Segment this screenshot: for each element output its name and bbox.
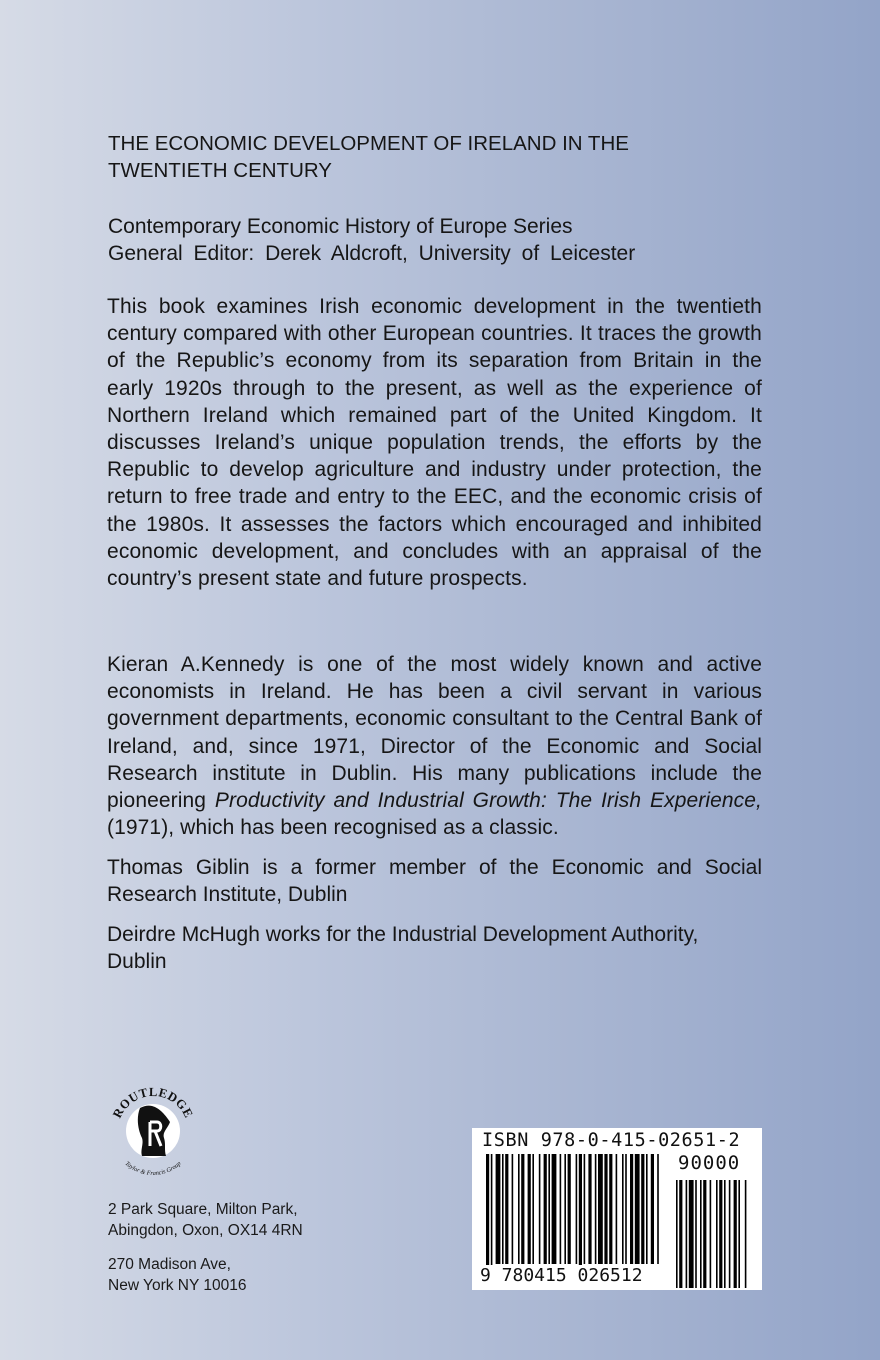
logo-wordmark: ROUTLEDGE [110, 1084, 196, 1121]
barcode-bar [532, 1154, 534, 1264]
barcode-bar [486, 1154, 489, 1278]
barcode-addon-bar [695, 1180, 697, 1288]
routledge-logo [100, 1078, 206, 1184]
barcode-bar [630, 1154, 633, 1264]
barcode-bar [512, 1154, 514, 1264]
barcode-addon-bar [734, 1180, 737, 1288]
barcode-bar [491, 1154, 493, 1278]
barcode-bar [548, 1154, 550, 1264]
author-bio-kennedy [107, 651, 762, 841]
barcode-addon-bar [716, 1180, 718, 1288]
barcode-addon-bar [676, 1180, 678, 1288]
barcode-bar [568, 1154, 571, 1264]
barcode-addon-bar [710, 1180, 712, 1288]
barcode-bar [552, 1154, 557, 1264]
kennedy-bio-text: Kieran A.Kennedy is one of the most widely known and active economists in Ireland. He has been a civil servant in various government departments, economic consultant to the Central Bank of Ireland, and, since 1971, Director of the Economic and Social Research institute in Dublin. His many publications include the pioneering [107, 653, 762, 813]
barcode-bar [579, 1154, 582, 1278]
barcode-bar [635, 1154, 640, 1264]
barcode-addon-bar [689, 1180, 694, 1288]
barcode-addon-bar [719, 1180, 722, 1288]
general-editor: General Editor: Derek Aldcroft, University of Leicester [108, 242, 636, 265]
barcode-bar [641, 1154, 644, 1264]
barcode-addon-bar [745, 1180, 747, 1288]
author-bio-giblin: Thomas Giblin is a former member of the Economic and Social Research Institute, Dublin [107, 856, 762, 907]
price-code: 90000 [678, 1152, 741, 1174]
isbn-digits: 9 780415 026512 [480, 1265, 643, 1286]
publisher-address-us [108, 1254, 246, 1296]
logo-subtext: Taylor & Francis Group [123, 1160, 183, 1178]
barcode-bar [651, 1154, 654, 1264]
barcode-bar [598, 1154, 603, 1264]
barcode-bar [505, 1154, 508, 1264]
address-uk-line2: Abingdon, Oxon, OX14 4RN [108, 1222, 303, 1239]
kennedy-bio-end: (1971), which has been recognised as a classic. [107, 816, 559, 840]
barcode-bar [564, 1154, 566, 1264]
address-uk-line1: 2 Park Square, Milton Park, [108, 1201, 298, 1218]
svg-text:Taylor & Francis Group [124, 1160, 183, 1177]
barcode-bar [657, 1154, 659, 1264]
barcode-bar [588, 1154, 591, 1264]
barcode-bar [622, 1154, 624, 1264]
barcode-bar [646, 1154, 648, 1264]
barcode-addon-bar [724, 1180, 726, 1288]
barcode-bar [604, 1154, 607, 1264]
isbn-barcode [472, 1128, 762, 1290]
barcode-bar [502, 1154, 504, 1264]
barcode-bar [609, 1154, 612, 1264]
mchugh-line1: Deirdre McHugh works for the Industrial Development Authority, [107, 923, 699, 946]
barcode-bar [518, 1154, 520, 1264]
barcode-bar [616, 1154, 618, 1264]
series-name: Contemporary Economic History of Europe Series [108, 215, 573, 238]
barcode-bar [539, 1154, 541, 1264]
barcode-bar [584, 1154, 586, 1264]
isbn-label: ISBN 978-0-415-02651-2 [482, 1130, 741, 1151]
barcode-bar [560, 1154, 562, 1264]
barcode-bar [625, 1154, 627, 1264]
barcode-bar [496, 1154, 501, 1264]
barcode-addon-bar [700, 1180, 702, 1288]
mchugh-line2: Dublin [107, 950, 167, 974]
book-title-line1: THE ECONOMIC DEVELOPMENT OF IRELAND IN THE [108, 132, 629, 155]
barcode-bar [521, 1154, 524, 1264]
barcode-addon-bar [686, 1180, 688, 1288]
author-bio-mchugh [107, 921, 772, 975]
book-title-line2: TWENTIETH CENTURY [108, 159, 332, 182]
series-info [108, 213, 808, 267]
kennedy-book-title: Productivity and Industrial Growth: The Irish Experience, [214, 789, 762, 813]
barcode-bar [544, 1154, 547, 1264]
book-title [108, 130, 808, 184]
barcode-bar [576, 1154, 578, 1264]
publisher-address-uk [108, 1199, 303, 1241]
barcode-addon-bar [703, 1180, 706, 1288]
barcode-addon-bar [729, 1180, 731, 1288]
barcode-addon-bar [738, 1180, 740, 1288]
book-description: This book examines Irish economic development in the twentieth century compared with other European countries. It traces the growth of the Republic’s economy from its separation from Britain in the early 1920s through to the present, as well as the experience of Northern Ireland which remained part of the United Kingdom. It discusses Ireland’s unique population trends, the efforts by the Republic to develop agriculture and industry under protection, the return to free trade and entry to the EEC, and the economic crisis of the 1980s. It assesses the factors which encouraged and inhibited economic development, and concludes with an appraisal of the country’s present state and future prospects. [107, 295, 762, 591]
address-us-line2: New York NY 10016 [108, 1277, 247, 1294]
address-us-line1: 270 Madison Ave, [108, 1256, 231, 1273]
barcode-bar [528, 1154, 531, 1264]
barcode-addon-bar [679, 1180, 682, 1288]
barcode-bar [595, 1154, 597, 1264]
